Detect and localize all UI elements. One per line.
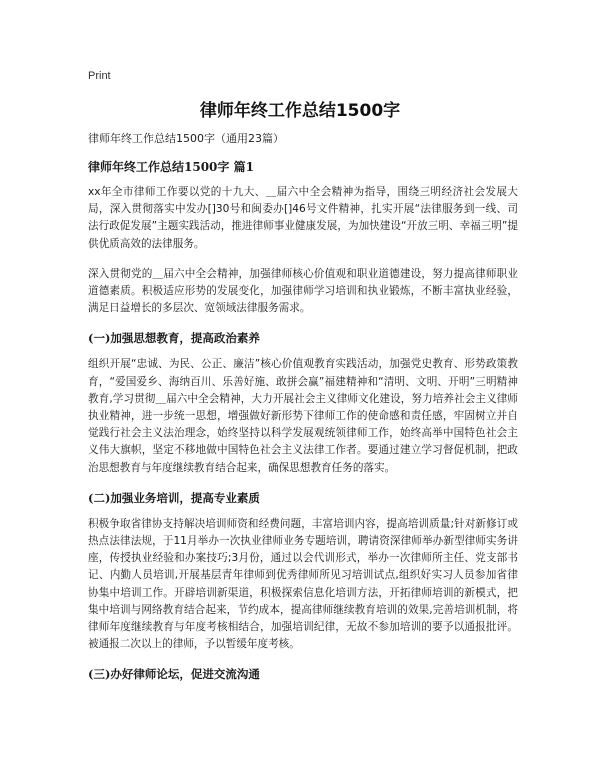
document-subtitle: 律师年终工作总结1500字（通用23篇）: [88, 132, 284, 145]
paragraph: 深入贯彻党的＿届六中全会精神，加强律师核心价值观和职业道德建设，努力提高律师职业道德素质。积极适应形势的发展变化，加强律师学习培训和执业锻炼，不断丰富执业经验，满足日益增长的多层次、宽领域法律服务需求。: [88, 267, 518, 315]
sub-section-heading: (一)加强思想教育，提高政治素养: [88, 331, 260, 346]
print-label: Print: [88, 70, 111, 82]
document-body: [88, 130, 518, 692]
sub-section-heading: (二)加强业务培训，提高专业素质: [88, 490, 260, 505]
document-title: 律师年终工作总结1500字: [199, 101, 401, 121]
sub-section-heading: (三)办好律师论坛，促进交流沟通: [88, 667, 260, 682]
section-heading: 律师年终工作总结1500字 篇1: [88, 160, 254, 174]
paragraph: 积极争取省律协支持解决培训师资和经费问题，丰富培训内容，提高培训质量;针对新修订或热点法律法规，于11月举办一次执业律师业务专题培训，聘请资深律师举办新型律师实务讲座，传授执业经验和办案技巧;3月份，通过以会代训形式，举办一次律师所主任、党支部书记、内勤人员培训,开展基层青年律师到优秀律师所见习培训试点,组织好实习人员参加省律协集中培训工作。开辟培训新渠道，积极探索信息化培训方法，开拓律师培训的新模式，把集中培训与网络教育结合起来，节约成本，提高律师继续教育培训的效果,完善培训机制，将律师年度继续教育与年度考核相结合，加强培训纪律，无故不参加培训的要予以通报批评。被通报二次以上的律师，予以暂缓年度考核。: [88, 517, 518, 651]
paragraph: xx年全市律师工作要以党的十九大、＿届六中全会精神为指导，围绕三明经济社会发展大局，深入贯彻落实中发办[]30号和闽委办[]46号文件精神，扎实开展“法律服务到一线、司法行政促发展”主题实践活动，推进律师事业健康发展，为加快建设“开放三明、幸福三明”提供优质高效的法律服务。: [88, 186, 518, 250]
paragraph: 组织开展“忠诚、为民、公正、廉洁”核心价值观教育实践活动，加强党史教育、形势政策教育，“爱国爱乡、海纳百川、乐善好施、敢拼会赢”福建精神和“清明、文明、开明”三明精神教育,学习贯彻＿届六中全会精神，大力开展社会主义律师文化建设，努力培养社会主义律师执业精神，进一步统一思想，增强做好新形势下律师工作的使命感和责任感，牢固树立并自觉践行社会主义法治理念，始终坚持以科学发展观统领律师工作，始终高举中国特色社会主义伟大旗帜，坚定不移地做中国特色社会主义法律工作者。要通过建立学习督促机制，把政治思想教育与年度继续教育结合起来，确保思想教育任务的落实。: [88, 358, 518, 474]
